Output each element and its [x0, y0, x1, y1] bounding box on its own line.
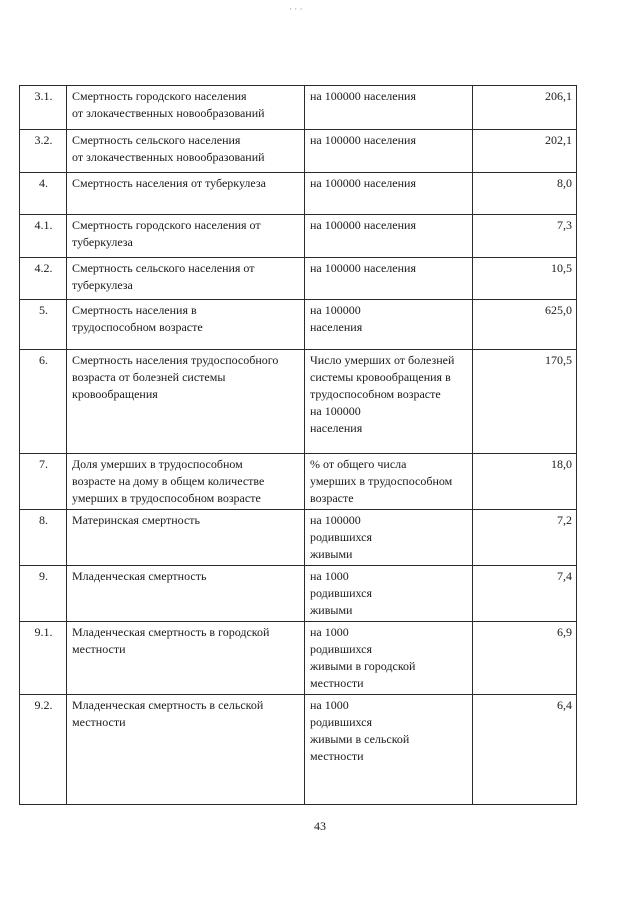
indicator-cell [67, 258, 305, 300]
table-row [20, 258, 577, 300]
unit-line: родившихся [310, 530, 373, 544]
row-number: 9.2. [20, 695, 67, 805]
unit-line: живыми в городской [310, 659, 416, 673]
unit-line: на 100000 [310, 513, 361, 527]
value-cell: 206,1 [473, 86, 577, 130]
unit-line: на 100000 населения [310, 176, 416, 190]
table-row [20, 215, 577, 258]
row-number: 4. [20, 173, 67, 215]
indicator-cell [67, 350, 305, 454]
mortality-indicators-table [19, 85, 577, 805]
unit-line: на 100000 населения [310, 89, 416, 103]
unit-cell [305, 300, 473, 350]
unit-line: на 100000 населения [310, 218, 416, 232]
indicator-line: Доля умерших в трудоспособном [72, 457, 243, 471]
unit-line: на 1000 [310, 625, 349, 639]
unit-line: на 1000 [310, 569, 349, 583]
indicator-line: Смертность населения трудоспособного [72, 353, 279, 367]
row-number: 6. [20, 350, 67, 454]
table-row [20, 454, 577, 510]
unit-cell [305, 258, 473, 300]
unit-line: на 1000 [310, 698, 349, 712]
unit-cell [305, 86, 473, 130]
indicator-line: от злокачественных новообразований [72, 106, 265, 120]
unit-cell [305, 173, 473, 215]
unit-line: умерших в трудоспособном [310, 474, 453, 488]
indicator-cell [67, 300, 305, 350]
unit-line: системы кровообращения в [310, 370, 451, 384]
indicator-line: Смертность сельского населения от [72, 261, 255, 275]
unit-cell [305, 130, 473, 173]
unit-line: живыми [310, 547, 353, 561]
value-cell: 6,9 [473, 622, 577, 695]
indicator-line: Смертность населения в [72, 303, 197, 317]
row-number: 7. [20, 454, 67, 510]
indicator-line: умерших в трудоспособном возрасте [72, 491, 261, 505]
value-cell: 202,1 [473, 130, 577, 173]
unit-line: родившихся [310, 715, 373, 729]
indicator-line: Младенческая смертность в сельской [72, 698, 264, 712]
unit-line: % от общего числа [310, 457, 407, 471]
indicator-cell [67, 622, 305, 695]
table-row [20, 130, 577, 173]
row-number: 4.2. [20, 258, 67, 300]
row-number: 8. [20, 510, 67, 566]
unit-line: местности [310, 676, 364, 690]
row-number: 3.1. [20, 86, 67, 130]
value-cell: 10,5 [473, 258, 577, 300]
value-cell: 18,0 [473, 454, 577, 510]
indicator-line: от злокачественных новообразований [72, 150, 265, 164]
row-number: 9. [20, 566, 67, 622]
indicator-line: возрасте на дому в общем количестве [72, 474, 265, 488]
table-row [20, 300, 577, 350]
row-number: 3.2. [20, 130, 67, 173]
indicator-line: туберкулеза [72, 235, 133, 249]
indicator-line: Смертность сельского населения [72, 133, 241, 147]
row-number: 9.1. [20, 622, 67, 695]
unit-line: на 100000 [310, 404, 361, 418]
indicator-cell [67, 130, 305, 173]
indicator-line: Младенческая смертность в городской [72, 625, 270, 639]
table-row [20, 510, 577, 566]
unit-line: на 100000 населения [310, 133, 416, 147]
row-number: 4.1. [20, 215, 67, 258]
unit-cell [305, 510, 473, 566]
indicator-cell [67, 173, 305, 215]
value-cell: 7,3 [473, 215, 577, 258]
indicator-line: местности [72, 642, 126, 656]
row-number: 5. [20, 300, 67, 350]
indicator-line: туберкулеза [72, 278, 133, 292]
indicator-line: местности [72, 715, 126, 729]
page-number: 43 [314, 819, 326, 833]
indicator-cell [67, 215, 305, 258]
unit-line: родившихся [310, 642, 373, 656]
unit-line: на 100000 [310, 303, 361, 317]
table-row [20, 695, 577, 805]
unit-cell [305, 566, 473, 622]
unit-line: населения [310, 421, 363, 435]
indicator-line: Смертность городского населения [72, 89, 247, 103]
unit-cell [305, 350, 473, 454]
table-body [20, 86, 577, 805]
unit-cell [305, 695, 473, 805]
indicator-cell [67, 566, 305, 622]
unit-cell [305, 215, 473, 258]
unit-line: Число умерших от болезней [310, 353, 455, 367]
unit-line: на 100000 населения [310, 261, 416, 275]
unit-line: возрасте [310, 491, 354, 505]
table-row [20, 566, 577, 622]
unit-line: живыми в сельской [310, 732, 410, 746]
value-cell: 170,5 [473, 350, 577, 454]
unit-line: населения [310, 320, 363, 334]
value-cell: 625,0 [473, 300, 577, 350]
indicator-cell [67, 695, 305, 805]
value-cell: 8,0 [473, 173, 577, 215]
unit-line: живыми [310, 603, 353, 617]
indicator-line: Смертность населения от туберкулеза [72, 176, 266, 190]
indicator-line: Смертность городского населения от [72, 218, 261, 232]
indicator-cell [67, 86, 305, 130]
indicator-line: возраста от болезней системы [72, 370, 226, 384]
indicator-line: Младенческая смертность [72, 569, 207, 583]
value-cell: 7,4 [473, 566, 577, 622]
unit-cell [305, 622, 473, 695]
indicator-cell [67, 510, 305, 566]
unit-cell [305, 454, 473, 510]
value-cell: 7,2 [473, 510, 577, 566]
unit-line: местности [310, 749, 364, 763]
table-row [20, 86, 577, 130]
scan-top-mark: · · · [289, 4, 303, 14]
table-row [20, 622, 577, 695]
indicator-line: Материнская смертность [72, 513, 201, 527]
table-row [20, 350, 577, 454]
unit-line: трудоспособном возрасте [310, 387, 441, 401]
table-row [20, 173, 577, 215]
value-cell: 6,4 [473, 695, 577, 805]
indicator-line: кровообращения [72, 387, 158, 401]
unit-line: родившихся [310, 586, 373, 600]
indicator-line: трудоспособном возрасте [72, 320, 203, 334]
indicator-cell [67, 454, 305, 510]
